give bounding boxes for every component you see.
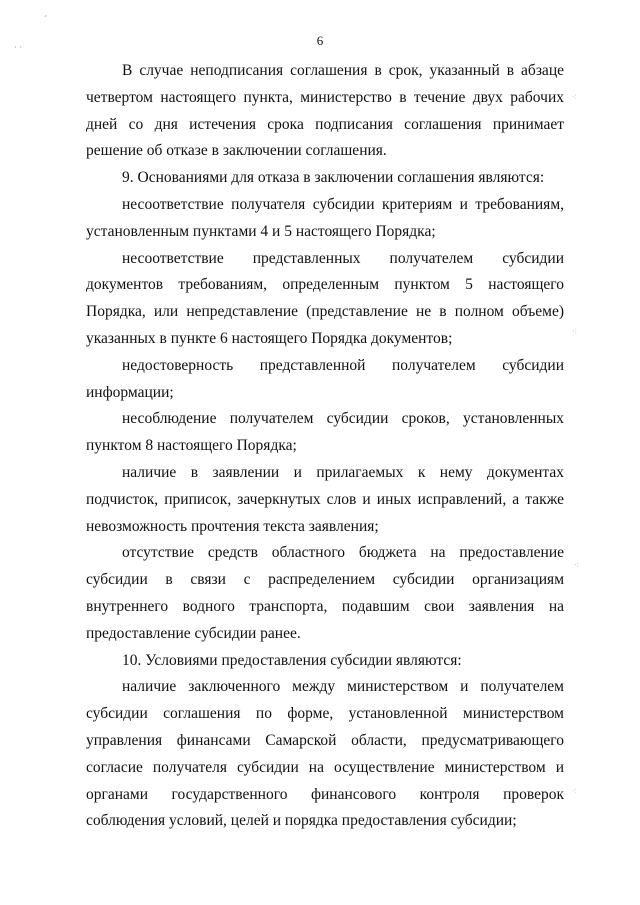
document-body	[86, 58, 564, 835]
paragraph: В случае неподписания соглашения в срок, указанный в абзаце четвертом настоящего пункта, министерство в течение двух рабочих дней со дня истечения срока подписания соглашения принимает решение об отказе в заключении соглашения.	[86, 62, 564, 160]
scan-mark: ⁖	[572, 326, 578, 336]
scan-mark: ⁖	[572, 92, 578, 102]
scan-mark: ⁖	[572, 786, 578, 796]
scan-mark: ⁖	[574, 560, 580, 570]
scan-mark: ˊ	[44, 14, 47, 24]
paragraph: несоответствие представленных получателем субсидии документов требованиям, определенным пунктом 5 настоящего Порядка, или непредставление (представление не в полном объеме) указанных в пункте 6 настоящего Порядка документов;	[86, 249, 564, 347]
page-number: 6	[316, 33, 324, 48]
paragraph: недостоверность представленной получателем субсидии информации;	[86, 356, 564, 401]
paragraph: отсутствие средств областного бюджета на предоставление субсидии в связи с распределением субсидии организациям внутреннего водного транспорта, подавшим свои заявления на предоставление субсидии ранее.	[86, 544, 564, 642]
paragraph: наличие в заявлении и прилагаемых к нему документах подчисток, приписок, зачеркнутых слов и иных исправлений, а также невозможность прочтения текста заявления;	[86, 463, 564, 535]
paragraph: несоответствие получателя субсидии критериям и требованиям, установленным пунктами 4 и 5 настоящего Порядка;	[86, 195, 564, 240]
paragraph: 9. Основаниями для отказа в заключении соглашения являются:	[122, 169, 545, 187]
scan-mark: · ·	[14, 42, 23, 52]
paragraph: наличие заключенного между министерством и получателем субсидии соглашения по форме, установленной министерством управления финансами Самарской области, предусматривающего согласие получателя субсидии на осуществление министерством и органами государственного финансового контроля проверок соблюдения условий, целей и порядка предоставления субсидии;	[86, 678, 564, 830]
paragraph: 10. Условиями предоставления субсидии являются:	[122, 651, 462, 669]
paragraph: несоблюдение получателем субсидии сроков, установленных пунктом 8 настоящего Порядка;	[86, 410, 564, 455]
